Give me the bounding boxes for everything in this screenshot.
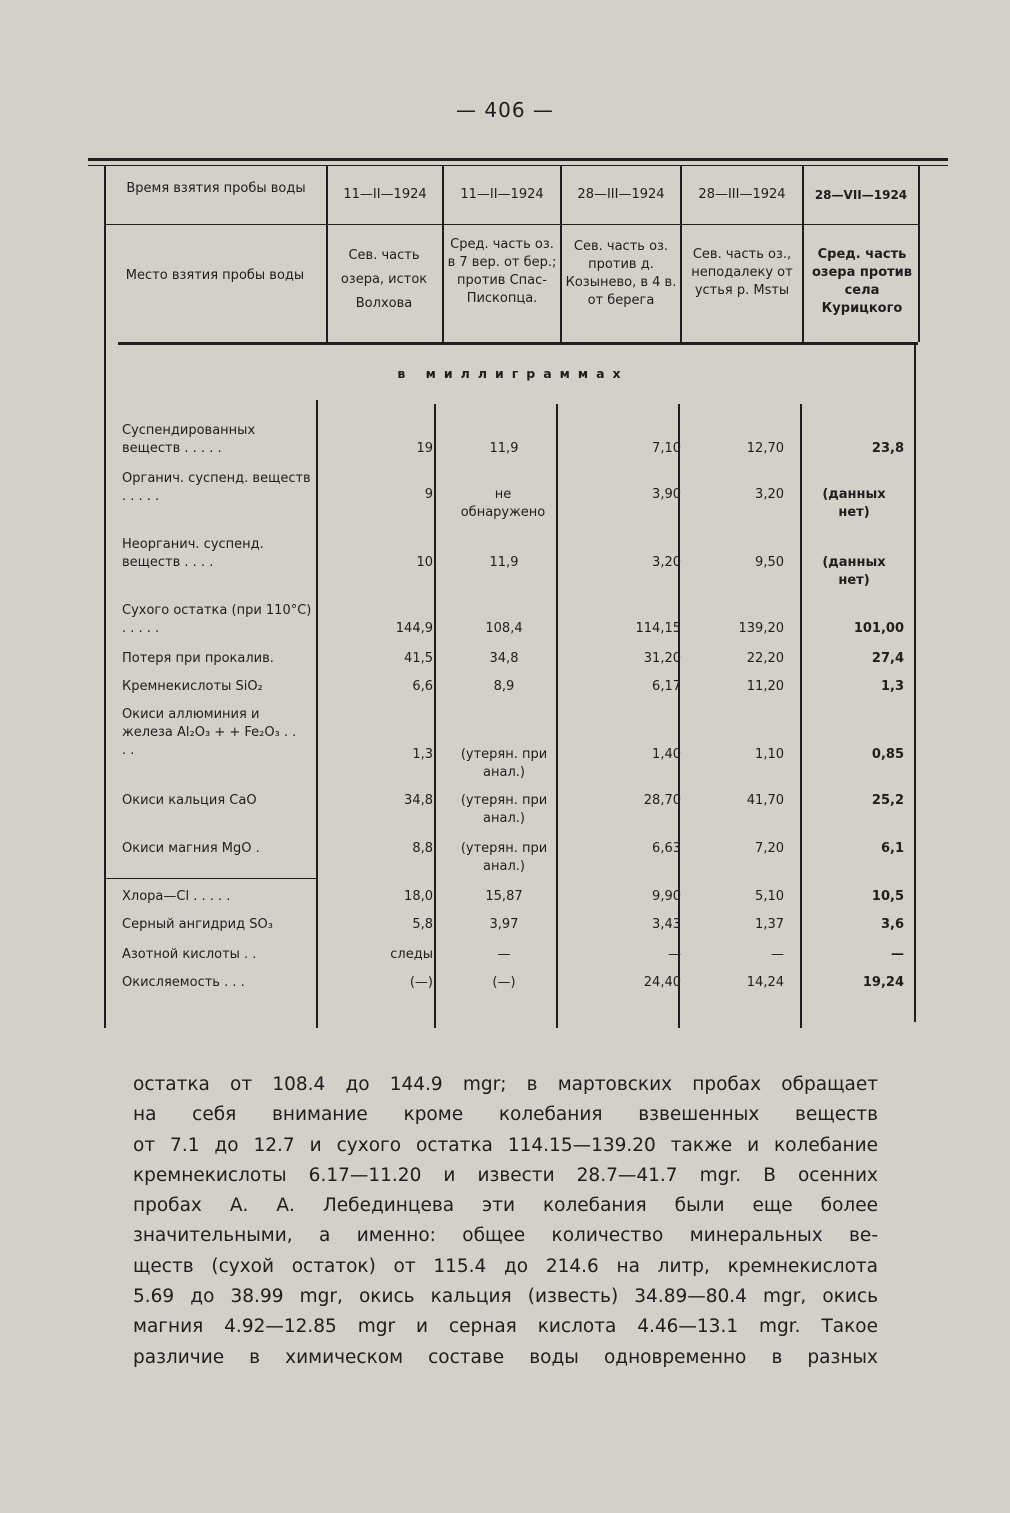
column-date: 28—III—1924 [698,187,786,202]
row-label: Неорганич. суспенд. веществ . . . . [122,537,264,570]
body-divider [914,342,916,1022]
table-cell: (утерян. при анал.) [460,793,548,826]
table-cell: 41,5 [404,651,433,666]
table-cell: 7,10 [652,441,681,456]
table-cell: (—) [492,975,516,990]
body-divider [800,404,802,1028]
table-cell: 5,10 [755,889,784,904]
table-cell: 24,40 [643,975,681,990]
table-cell: 7,20 [755,841,784,856]
table-cell: не обнаружено [460,487,546,520]
text-line: остатка от 108.4 до 144.9 mgr; в мартовских пробах обращает [133,1074,878,1095]
body-divider [316,400,318,1028]
table-cell: (данных нет) [822,487,886,520]
table-cell: (—) [409,975,433,990]
table-cell: 6,1 [880,841,904,856]
table-cell: (утерян. при анал.) [460,747,548,780]
row-label: Азотной кислоты . . [122,947,257,962]
table-cell: (утерян. при анал.) [460,841,548,874]
table-cell: 8,8 [412,841,433,856]
row-label: Окиси аллюминия и железа Al₂O₃ + + Fe₂O₃ . . . . [122,707,297,758]
table-cell: 9 [424,487,433,502]
body-divider [556,404,558,1028]
table-cell: 10,5 [871,889,904,904]
row-label: Окиси кальция CaO [122,793,257,808]
table-cell: 15,87 [485,889,523,904]
table-cell: 144,9 [395,621,433,636]
table-cell: 34,8 [404,793,433,808]
table-cell: 108,4 [485,621,523,636]
table-cell: 8,9 [493,679,515,694]
column-place: Сев. часть оз., неподалеку от устья р. Msты [691,247,793,298]
table-cell: — [771,947,784,962]
table-top-rule [88,158,948,161]
column-place: Сев. часть озера, исток Волхова [340,248,428,311]
table-cell: 10 [416,555,433,570]
row-label: Потеря при прокалив. [122,651,274,666]
table-cell: 31,20 [643,651,681,666]
table-cell: 1,10 [755,747,784,762]
table-cell: 34,8 [489,651,519,666]
table-cell: 6,63 [652,841,681,856]
text-line: от 7.1 до 12.7 и сухого остатка 114.15—139.20 также и колебание [133,1134,878,1156]
table-cell: 41,70 [746,793,784,808]
table-cell: 1,3 [412,747,433,762]
column-date: 11—II—1924 [343,187,427,202]
table-cell: 19 [416,441,433,456]
table-cell: 3,43 [652,917,681,932]
row-label: Органич. суспенд. веществ . . . . . [122,471,311,504]
header-time-label: Время взятия пробы воды [126,181,306,196]
text-line: на себя внимание кроме колебания взвешенных веществ [133,1104,878,1126]
table-cell: 0,85 [871,747,904,762]
table-cell: 3,6 [880,917,904,932]
table-cell: 3,90 [652,487,681,502]
table-cell: — [891,947,904,962]
table-cell: 12,70 [746,441,784,456]
column-place: Сев. часть оз. против д. Козынево, в 4 в. от берега [565,239,677,308]
table-cell: 9,50 [755,555,784,570]
table-cell: 14,24 [746,975,784,990]
table-cell: 101,00 [853,621,904,636]
page-number: — 406 — [456,98,554,122]
table-cell: 5,8 [412,917,433,932]
table-cell: 114,15 [635,621,681,636]
table-cell: 3,20 [652,555,681,570]
table-cell: 3,97 [489,917,519,932]
table-cell: 1,37 [755,917,784,932]
body-divider [104,342,106,1028]
text-line: пробах А. А. Лебединцева эти колебания были еще более [133,1195,878,1217]
text-line: магния 4.92—12.85 mgr и серная кислота 4.46—13.1 mgr. Такое [133,1316,878,1338]
table-cell: 1,40 [652,747,681,762]
table-cell: 3,20 [755,487,784,502]
table-cell: 28,70 [643,793,681,808]
row-label: Хлора—Cl . . . . . [122,889,231,904]
text-line: ществ (сухой остаток) от 115.4 до 214.6 на литр, кремнекислота [133,1255,878,1277]
text-line: различие в химическом составе воды одновременно в разных [133,1346,878,1368]
table-cell: — [497,947,511,962]
table-cell: 25,2 [871,793,904,808]
table-cell: 22,20 [746,651,784,666]
table-cell: 11,9 [489,441,519,456]
table-cell: 27,4 [871,651,904,666]
table-cell: 139,20 [738,621,784,636]
text-line: 5.69 до 38.99 mgr, окись кальция (известь) 34.89—80.4 mgr, окись [133,1286,878,1308]
row-label: Суспендированных веществ . . . . . [122,423,256,456]
table-cell: (данных нет) [822,555,886,588]
table-cell: 23,8 [871,441,904,456]
text-line: кремнекислоты 6.17—11.20 и извести 28.7—41.7 mgr. В осенних [133,1164,878,1186]
table-cell: 1,3 [880,679,904,694]
table-cell: 11,9 [489,555,519,570]
row-label: Кремнекислоты SiO₂ [122,679,263,694]
row-separator [104,878,318,879]
header-divider [918,166,920,342]
table-cell: — [668,947,681,962]
header-place-label: Место взятия пробы воды [125,268,305,283]
text-line: значительными, а именно: общее количество минеральных ве- [133,1225,878,1247]
header-bottom-rule [118,342,918,345]
table-top-rule-thin [88,165,948,166]
unit-caption: в миллиграммах [397,366,629,381]
header-divider [104,166,106,342]
table-cell: 9,90 [652,889,681,904]
table-cell: 18,0 [404,889,433,904]
column-date: 28—VII—1924 [814,188,908,202]
column-place: Сред. часть оз. в 7 вер. от бер.; против Спас-Пископца. [447,237,557,306]
header-middle-rule [104,224,920,225]
column-date: 28—III—1924 [577,187,665,202]
body-divider [434,404,436,1028]
table-cell: следы [390,947,433,962]
column-place: Сред. часть озера против села Курицкого [812,247,912,316]
table-cell: 6,6 [412,679,433,694]
table-cell: 19,24 [862,975,904,990]
column-date: 11—II—1924 [460,187,544,202]
row-label: Окиси магния MgO . [122,841,260,856]
table-cell: 11,20 [746,679,784,694]
body-paragraph [133,1070,878,1373]
table-cell: 6,17 [652,679,681,694]
row-label: Серный ангидрид SO₃ [122,917,273,932]
row-label: Окисляемость . . . [122,975,245,990]
row-label: Сухого остатка (при 110°С) . . . . . [122,603,312,636]
